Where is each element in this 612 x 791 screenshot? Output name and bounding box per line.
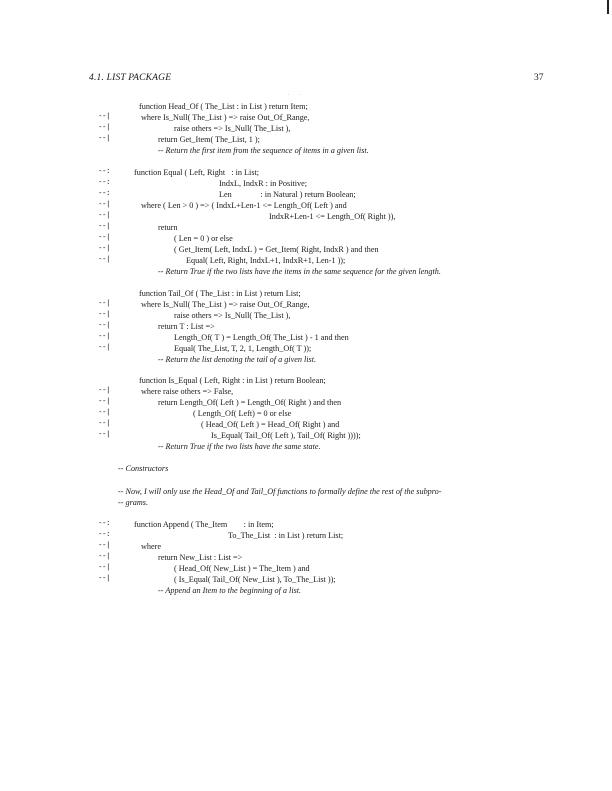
code-line (0, 408, 612, 419)
code-line (0, 266, 612, 277)
code-text: function Head_Of ( The_List : in List ) return Item; (139, 102, 308, 111)
annotation-marker: --| (98, 387, 111, 395)
code-line (0, 343, 612, 354)
code-text: function Append ( The_Item : in Item; (134, 520, 274, 529)
annotation-marker: --: (98, 179, 111, 187)
code-line (0, 112, 612, 123)
code-line (0, 552, 612, 563)
annotation-marker: --| (98, 409, 111, 417)
code-comment: -- Append an Item to the beginning of a list. (158, 586, 302, 595)
code-line (0, 541, 612, 552)
code-line (0, 332, 612, 343)
annotation-marker: --| (98, 344, 111, 352)
code-text: function Tail_Of ( The_List : in List ) return List; (139, 289, 301, 298)
code-line (0, 430, 612, 441)
code-text: ( Head_Of( New_List ) = The_Item ) and (174, 564, 310, 573)
annotation-marker: --| (98, 201, 111, 209)
annotation-marker: --| (98, 234, 111, 242)
code-text: ( Head_Of( Left ) = Head_Of( Right ) and (201, 420, 340, 429)
code-text: Len : in Natural ) return Boolean; (219, 190, 356, 199)
annotation-marker: --| (98, 113, 111, 121)
code-line (0, 321, 612, 332)
code-line (0, 189, 612, 200)
code-comment: -- Return True if the two lists have the items in the same sequence for the given length. (158, 267, 441, 276)
annotation-marker: --| (98, 212, 111, 220)
code-text: where Is_Null( The_List ) => raise Out_Of_Range, (141, 113, 310, 122)
code-line (0, 310, 612, 321)
code-comment: -- Return True if the two lists have the same state. (158, 442, 321, 451)
code-line (0, 200, 612, 211)
annotation-marker: --| (98, 564, 111, 572)
code-line (0, 299, 612, 310)
annotation-marker: --| (98, 300, 111, 308)
code-line (0, 101, 612, 112)
code-line (0, 211, 612, 222)
code-line (0, 585, 612, 596)
annotation-marker: --| (98, 256, 111, 264)
code-text: function Equal ( Left, Right : in List; (134, 168, 260, 177)
code-text: function Is_Equal ( Left, Right : in List ) return Boolean; (139, 376, 326, 385)
code-text: IndxR+Len-1 <= Length_Of( Right )), (269, 212, 396, 221)
code-text: Equal( The_List, T, 2, 1, Length_Of( T )); (174, 344, 312, 353)
code-line (0, 255, 612, 266)
annotation-marker: --| (98, 223, 111, 231)
code-line (0, 244, 612, 255)
code-line (0, 419, 612, 430)
annotation-marker: --| (98, 333, 111, 341)
running-header-section: 4.1. LIST PACKAGE (89, 73, 172, 83)
code-text: ( Get_Item( Left, IndxL ) = Get_Item( Right, IndxR ) and then (174, 245, 379, 254)
annotation-marker: --| (98, 553, 111, 561)
annotation-marker: --: (98, 168, 111, 176)
code-line (0, 563, 612, 574)
code-line (0, 519, 612, 530)
code-line (0, 178, 612, 189)
code-line (0, 397, 612, 408)
code-line (0, 375, 612, 386)
annotation-marker: --| (98, 124, 111, 132)
code-text: ( Length_Of( Left) = 0 or else (193, 409, 292, 418)
code-line (0, 288, 612, 299)
scan-edge-mark (607, 0, 609, 14)
annotation-marker: --| (98, 542, 111, 550)
code-text: return T : List => (158, 322, 215, 331)
code-line (0, 574, 612, 585)
code-text: ( Len = 0 ) or else (174, 234, 233, 243)
code-text: Length_Of( T ) = Length_Of( The_List ) - 1 and then (174, 333, 349, 342)
code-line (0, 386, 612, 397)
code-text: raise others => Is_Null( The_List ), (174, 311, 291, 320)
code-text: raise others => Is_Null( The_List ), (174, 124, 291, 133)
code-text: return (158, 223, 178, 232)
code-comment: -- Return the first item from the sequence of items in a given list. (158, 146, 369, 155)
code-comment: -- grams. (118, 498, 149, 507)
code-line (0, 167, 612, 178)
code-text: Equal( Left, Right, IndxL+1, IndxR+1, Len-1 )); (186, 256, 346, 265)
code-line (0, 463, 612, 474)
code-line (0, 486, 612, 497)
annotation-marker: --: (98, 531, 111, 539)
annotation-marker: --| (98, 575, 111, 583)
code-text: return Get_Item( The_List, 1 ); (158, 135, 260, 144)
annotation-marker: --| (98, 135, 111, 143)
annotation-marker: --| (98, 420, 111, 428)
code-text: where ( Len > 0 ) => ( IndxL+Len-1 <= Length_Of( Left ) and (141, 201, 347, 210)
annotation-marker: --| (98, 398, 111, 406)
code-comment: -- Return the list denoting the tail of a given list. (158, 355, 317, 364)
annotation-marker: --| (98, 431, 111, 439)
code-line (0, 441, 612, 452)
code-line (0, 497, 612, 508)
code-text: Is_Equal( Tail_Of( Left ), Tail_Of( Right )))); (211, 431, 361, 440)
annotation-marker: --| (98, 311, 111, 319)
code-line (0, 222, 612, 233)
annotation-marker: --: (98, 520, 111, 528)
code-line (0, 354, 612, 365)
code-line (0, 145, 612, 156)
code-comment: -- Constructors (118, 464, 169, 473)
code-text: where Is_Null( The_List ) => raise Out_Of_Range, (141, 300, 310, 309)
code-comment: -- Now, I will only use the Head_Of and Tail_Of functions to formally define the rest of the subpro- (118, 487, 442, 496)
code-text: return New_List : List => (158, 553, 243, 562)
scan-speck: .. (288, 91, 311, 97)
code-text: To_The_List : in List ) return List; (228, 531, 344, 540)
code-line (0, 123, 612, 134)
code-text: return Length_Of( Left ) = Length_Of( Right ) and then (158, 398, 342, 407)
code-text: where (141, 542, 162, 551)
code-text: where raise others => False, (141, 387, 234, 396)
annotation-marker: --: (98, 190, 111, 198)
code-text: IndxL, IndxR : in Positive; (219, 179, 308, 188)
code-text: ( Is_Equal( Tail_Of( New_List ), To_The_List )); (174, 575, 336, 584)
code-line (0, 233, 612, 244)
code-line (0, 530, 612, 541)
annotation-marker: --| (98, 245, 111, 253)
code-line (0, 134, 612, 145)
page-number: 37 (534, 73, 544, 83)
annotation-marker: --| (98, 322, 111, 330)
